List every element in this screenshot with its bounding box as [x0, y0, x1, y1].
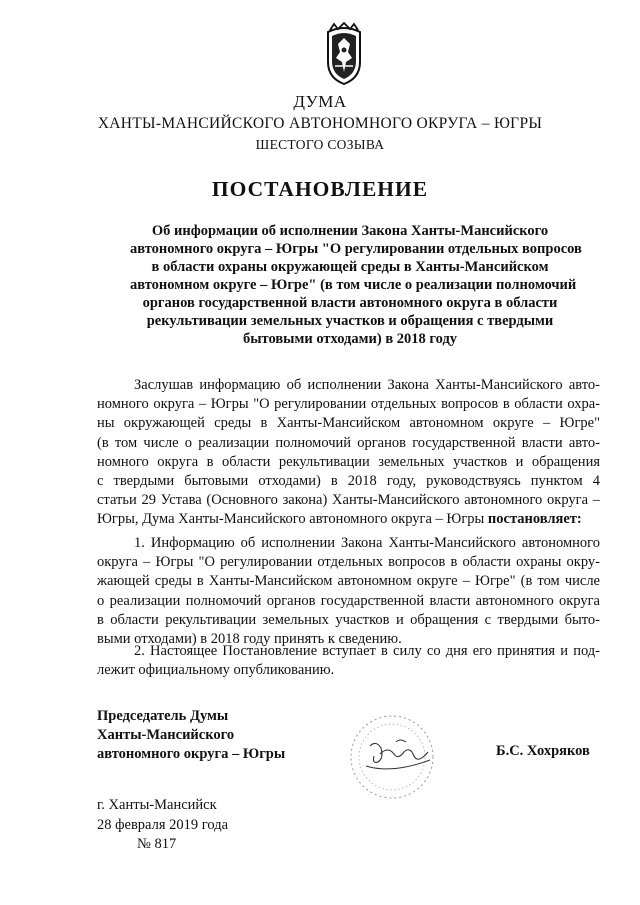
coat-of-arms-icon [322, 22, 366, 88]
issue-place: г. Ханты-Мансийск [97, 797, 217, 813]
paragraph-line: выми отходами) в 2018 году принять к сведению. [97, 631, 402, 648]
subject-line: Об информации об исполнении Закона Ханты-Мансийского [151, 223, 549, 239]
issue-date: 28 февраля 2019 года [97, 816, 229, 833]
paragraph-line: статьи 29 Устава (Основного закона) Ханты-Мансийского автономного округа – [97, 492, 600, 509]
paragraph-line: 1. Информацию об исполнении Закона Ханты-Мансийского автономного [134, 535, 600, 551]
paragraph-line [97, 510, 600, 529]
paragraph-line: лежит официальному опубликованию. [97, 662, 335, 679]
signatory-title-line: автономного округа – Югры [97, 746, 286, 762]
preamble-paragraph [97, 376, 600, 530]
paragraph-line: (в том числе о реализации полномочий органов государственной власти авто- [97, 434, 600, 451]
document-subject [130, 222, 582, 348]
paragraph-line: номного округа в области рекультивации земельных участков и обращения [97, 453, 600, 470]
signatory-title-line: Ханты-Мансийского [97, 727, 235, 743]
document-number: № 817 [137, 836, 177, 852]
subject-line: органов государственной власти автономного округа в области [142, 295, 558, 311]
subject-line: бытовыми отходами) в 2018 году [242, 331, 458, 347]
item-1-paragraph [97, 534, 600, 649]
paragraph-line: номного округа – Югры "О регулировании отдельных вопросов в области охра- [97, 396, 600, 413]
preamble-last-text: Югры, Дума Ханты-Мансийского автономного округа – Югры [97, 511, 488, 528]
item-2-paragraph [97, 642, 600, 680]
document-type-title: ПОСТАНОВЛЕНИЕ [211, 177, 429, 201]
signatory-title [97, 707, 285, 764]
signatory-name: Б.С. Хохряков [496, 743, 590, 759]
paragraph-line: 2. Настоящее Постановление вступает в силу со дня его принятия и под- [134, 643, 600, 659]
document-footer [97, 796, 228, 855]
paragraph-line: о реализации полномочий органов государственной власти автономного округа [97, 592, 600, 609]
seal-stamp-icon [336, 712, 456, 802]
subject-line: автономном округе – Югре" (в том числе о реализации полномочий [130, 277, 577, 293]
org-region: ХАНТЫ-МАНСИЙСКОГО АВТОНОМНОГО ОКРУГА – ЮГРЫ [97, 115, 543, 132]
paragraph-line: округа – Югры "О регулировании отдельных вопросов в области охраны окру- [97, 554, 600, 571]
org-name: ДУМА [293, 92, 347, 111]
paragraph-line: в области рекультивации земельных участков и обращения с твердыми быто- [97, 611, 600, 628]
org-convocation: ШЕСТОГО СОЗЫВА [255, 137, 385, 152]
subject-line: в области охраны окружающей среды в Ханты-Мансийском [151, 259, 549, 275]
subject-line: рекультивации земельных участков и обращения с твердыми [146, 313, 554, 329]
signatory-title-line: Председатель Думы [97, 708, 229, 724]
subject-line: автономного округа – Югры "О регулировании отдельных вопросов [130, 241, 582, 257]
resolves-keyword: постановляет: [487, 511, 582, 528]
paragraph-line: ны окружающей среды в Ханты-Мансийском автономном округе – Югре" [97, 415, 600, 432]
paragraph-line: жающей среды в Ханты-Мансийском автономном округе – Югре" (в том числе [97, 573, 600, 590]
paragraph-line: с твердыми бытовыми отходами) в 2018 году, руководствуясь пунктом 4 [97, 473, 600, 490]
paragraph-line: Заслушав информацию об исполнении Закона Ханты-Мансийского авто- [134, 377, 600, 393]
handwritten-signature [366, 740, 430, 769]
